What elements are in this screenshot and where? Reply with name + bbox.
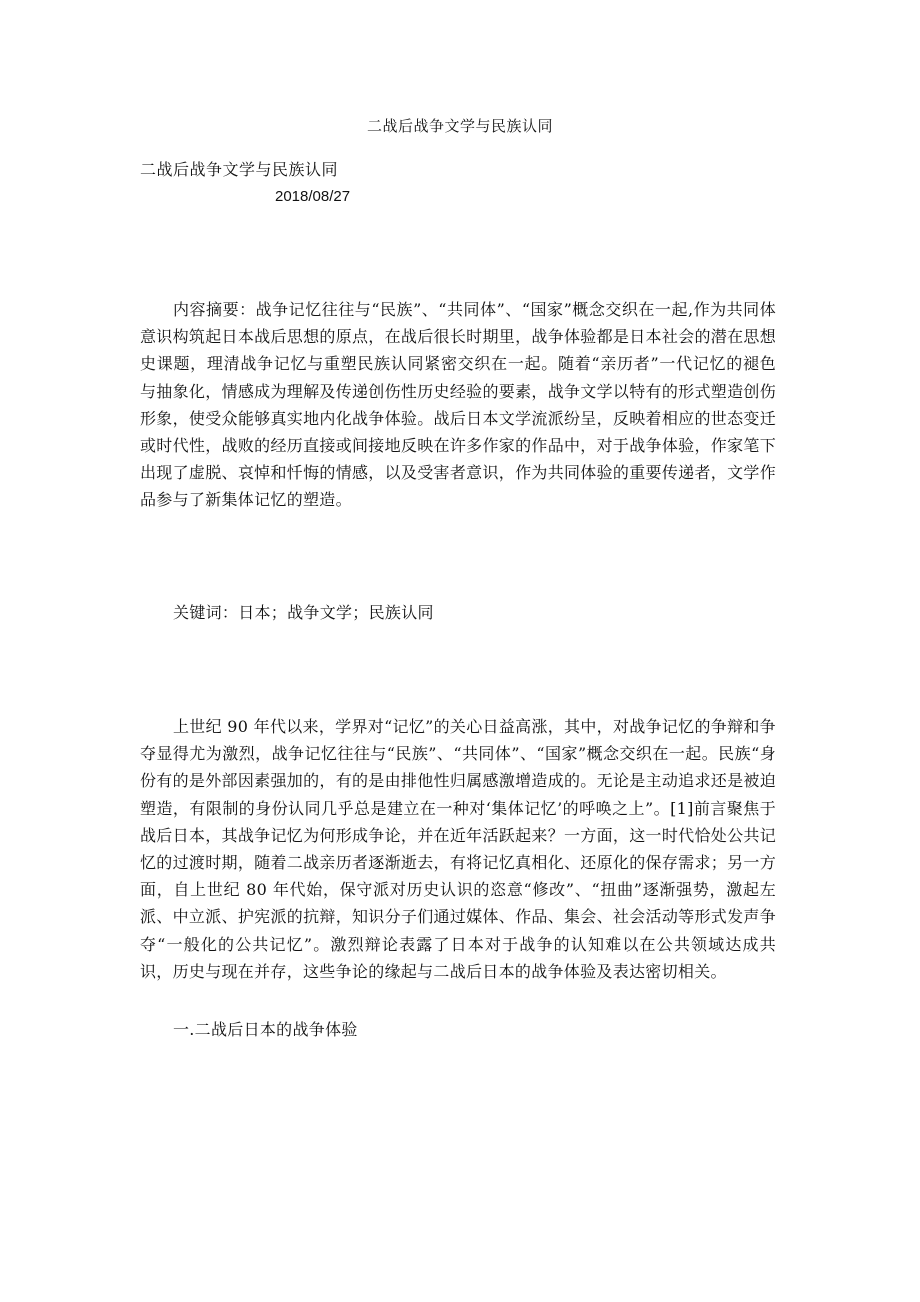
body-paragraph: 上世纪 90 年代以来，学界对“记忆”的关心日益高涨，其中，对战争记忆的争辩和争夺显得尤为激烈，战争记忆往往与“民族”、“共同体”、“国家”概念交织在一起。民族“身份有的是外部因素强加的，有的是由排他性归属感激增造成的。无论是主动追求还是被迫塑造，有限制的身份认同几乎总是建立在一种对‘集体记忆’的呼唤之上”。[1]前言聚焦于战后日本，其战争记忆为何形成争论，并在近年活跃起来？一方面，这一时代恰处公共记忆的过渡时期，随着二战亲历者逐渐逝去，有将记忆真相化、还原化的保存需求；另一方面，自上世纪 80 年代始，保守派对历史认识的恣意“修改”、“扭曲”逐渐强势，激起左派、中立派、护宪派的抗辩，知识分子们通过媒体、作品、集会、社会活动等形式发声争夺“一般化的公共记忆”。激烈辩论表露了日本对于战争的认知难以在公共领域达成共识，历史与现在并存，这些争论的缘起与二战后日本的战争体验及表达密切相关。 [140, 717, 776, 981]
article-title: 二战后战争文学与民族认同 [140, 160, 339, 179]
publish-date: 2018/08/27 [275, 188, 351, 205]
abstract-paragraph: 内容摘要：战争记忆往往与“民族”、“共同体”、“国家”概念交织在一起,作为共同体意识构筑起日本战后思想的原点，在战后很长时期里，战争体验都是日本社会的潜在思想史课题，理清战争记忆与重塑民族认同紧密交织在一起。随着“亲历者”一代记忆的褪色与抽象化，情感成为理解及传递创伤性历史经验的要素，战争文学以特有的形式塑造创伤形象，使受众能够真实地内化战争体验。战后日本文学流派纷呈，反映着相应的世态变迁或时代性，战败的经历直接或间接地反映在许多作家的作品中，对于战争体验，作家笔下出现了虚脱、哀悼和忏悔的情感，以及受害者意识，作为共同体验的重要传递者，文学作品参与了新集体记忆的塑造。 [140, 300, 776, 510]
keywords-line: 关键词：日本；战争文学；民族认同 [173, 603, 434, 622]
section-heading: 一.二战后日本的战争体验 [173, 1020, 358, 1039]
document-title: 二战后战争文学与民族认同 [366, 117, 553, 135]
